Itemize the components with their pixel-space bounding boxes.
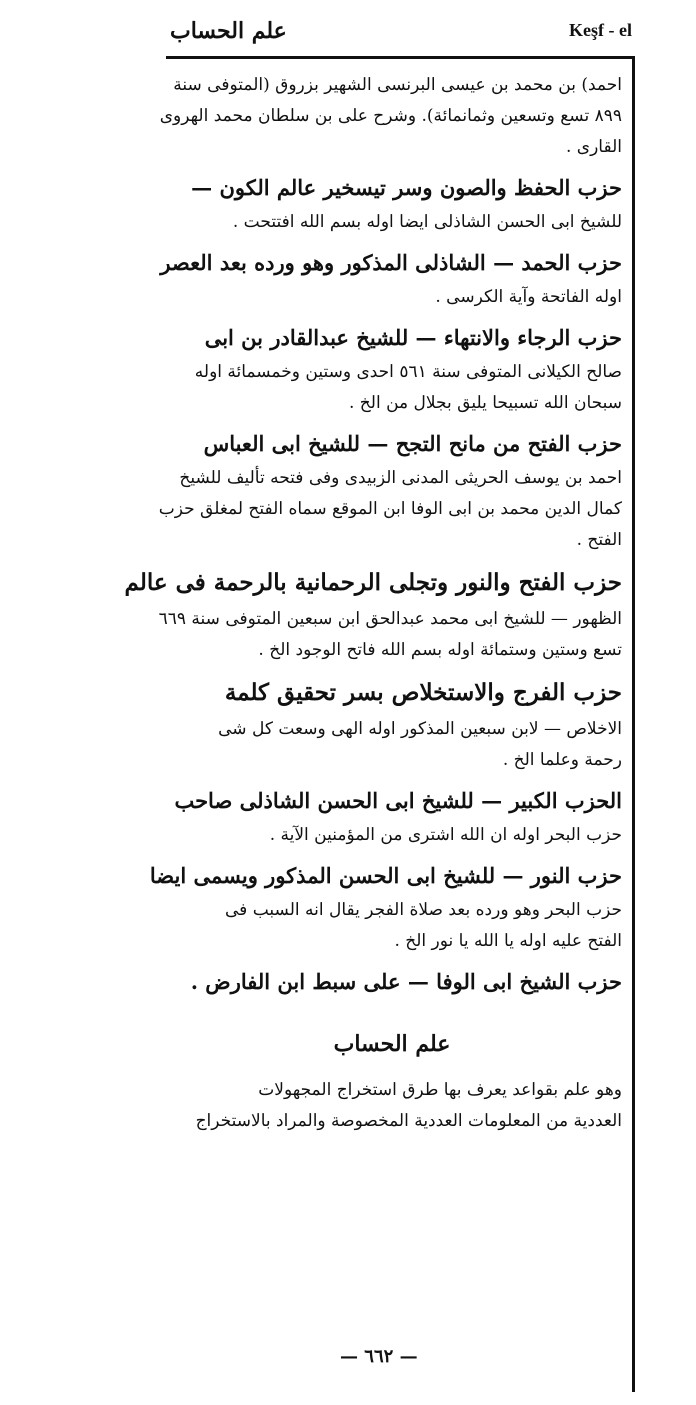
entry-heading: حزب الحمد — الشاذلى المذكور وهو ورده بعد العصر: [160, 250, 622, 275]
entry: [162, 963, 622, 1001]
entry-heading: حزب الفتح والنور وتجلى الرحمانية بالرحمة فى عالم: [124, 569, 622, 596]
text-line: الفتح عليه اوله يا الله يا نور الخ .: [394, 931, 622, 951]
entry: [162, 782, 622, 851]
text-line: حزب البحر اوله ان الله اشترى من المؤمنين الآية .: [269, 825, 622, 845]
text-line: الفتح .: [576, 530, 622, 550]
entry: [162, 672, 622, 776]
entry: [162, 244, 622, 313]
section-title: علم الحساب: [333, 1031, 451, 1057]
page-number: — ٦٦٢ —: [340, 1346, 418, 1367]
entry-heading: حزب الحفظ والصون وسر تيسخير عالم الكون —: [191, 175, 622, 200]
text-line: الظهور — للشيخ ابى محمد عبدالحق ابن سبعين المتوفى سنة ٦٦٩: [158, 609, 622, 629]
text-line: للشيخ ابى الحسن الشاذلى ايضا اوله بسم الله افتتحت .: [232, 212, 622, 232]
entry-heading: حزب الفرج والاستخلاص بسر تحقيق كلمة: [224, 679, 622, 706]
text-line: كمال الدين محمد بن ابى الوفا ابن الموقع سماه الفتح لمغلق حزب: [158, 499, 622, 519]
entry: [158, 425, 622, 556]
running-header: [170, 14, 632, 54]
entry-heading: حزب الرجاء والانتهاء — للشيخ عبدالقادر بن ابى: [204, 325, 622, 350]
text-line: سبحان الله تسبيحا يليق بجلال من الخ .: [349, 393, 622, 413]
entry-heading: حزب النور — للشيخ ابى الحسن المذكور ويسمى ايضا: [149, 863, 622, 888]
header-rule: [166, 56, 634, 59]
entry: [162, 169, 622, 238]
text-line: احمد بن يوسف الحريثى المدنى الزبيدى وفى فتحه تأليف للشيخ: [179, 468, 622, 488]
entry-heading: حزب الفتح من مانح التجح — للشيخ ابى العباس: [203, 431, 622, 456]
text-line: القارى .: [565, 137, 622, 157]
section-text-line: العددية من المعلومات العددية المخصوصة والمراد بالاستخراج: [195, 1111, 622, 1131]
section-text-line: وهو علم بقواعد يعرف بها طرق استخراج المجهولات: [258, 1080, 622, 1100]
entry-heading: الحزب الكبير — للشيخ ابى الحسن الشاذلى صاحب: [174, 788, 622, 813]
entry: [149, 857, 622, 957]
text-line: صالح الكيلانى المتوفى سنة ٥٦١ احدى وستين وخمسمائة اوله: [194, 362, 622, 382]
text-line: ٨٩٩ تسع وتسعين وثمانمائة). وشرح على بن سلطان محمد الهروى: [159, 106, 622, 126]
running-title-latin: Keşf - el: [569, 20, 632, 40]
text-line: حزب البحر وهو ورده بعد صلاة الفجر يقال انه السبب فى: [225, 900, 622, 920]
text-line: احمد) بن محمد بن عيسى البرنسى الشهير بزروق (المتوفى سنة: [173, 75, 622, 95]
text-line: رحمة وعلما الخ .: [502, 750, 622, 770]
margin-rule: [632, 56, 635, 1392]
entry: [159, 70, 622, 163]
running-title-arabic: علم الحساب: [170, 18, 287, 44]
entry-heading: حزب الشيخ ابى الوفا — على سبط ابن الفارض .: [190, 969, 622, 994]
text-line: الاخلاص — لابن سبعين المذكور اوله الهى وسعت كل شى: [218, 719, 622, 739]
text-line: اوله الفاتحة وآية الكرسى .: [435, 287, 622, 307]
entry: [162, 319, 622, 419]
entry: [124, 562, 622, 666]
text-body: [124, 70, 622, 1137]
text-line: تسع وستين وستمائة اوله بسم الله فاتح الوجود الخ .: [258, 640, 622, 660]
